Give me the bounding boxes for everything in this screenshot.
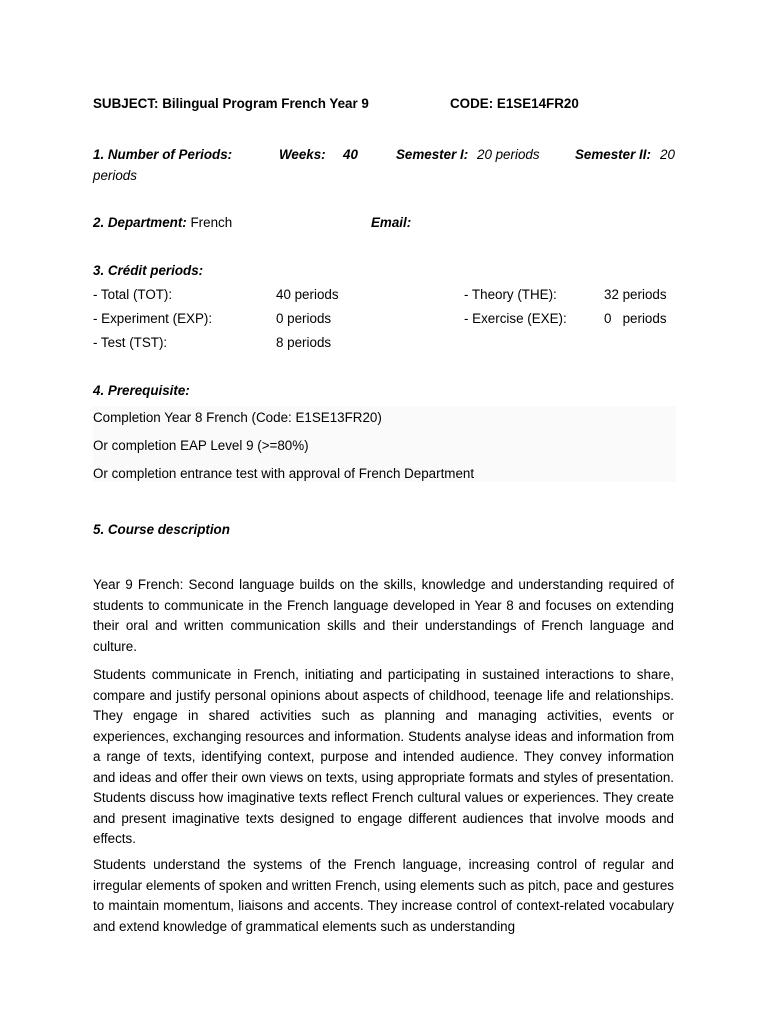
semester2-value: 20: [660, 147, 675, 162]
department-value: French: [190, 215, 233, 230]
prerequisite-line: Or completion EAP Level 9 (>=80%): [93, 438, 309, 453]
semester2-value-cont: periods: [93, 168, 137, 183]
credit-test-value: 8 periods: [276, 335, 332, 350]
course-paragraph: Year 9 French: Second language builds on the skills, knowledge and understanding required of students to communicate in the French language developed in Year 8 and focuses on extending their oral and written communication skills and their understandings of French language and culture.: [93, 577, 674, 654]
email-label: Email:: [371, 215, 412, 230]
credit-heading: 3. Crédit periods:: [93, 263, 204, 278]
code-value: E1SE14FR20: [496, 96, 579, 111]
prerequisite-heading: 4. Prerequisite:: [93, 383, 190, 398]
subject-label: SUBJECT:: [93, 96, 159, 111]
department-line: [93, 215, 232, 230]
credit-exercise-label: - Exercise (EXE):: [464, 311, 567, 326]
subject-value: Bilingual Program French Year 9: [162, 96, 369, 111]
code-label: CODE:: [450, 96, 494, 111]
semester1-label: Semester I:: [396, 147, 469, 162]
periods-label: 1. Number of Periods:: [93, 147, 233, 162]
credit-experiment-label: - Experiment (EXP):: [93, 311, 213, 326]
credit-test-label: - Test (TST):: [93, 335, 168, 350]
credit-experiment-value: 0 periods: [276, 311, 332, 326]
credit-total-value: 40 periods: [276, 287, 339, 302]
subject-line: [93, 96, 369, 111]
prerequisite-line: Or completion entrance test with approval of French Department: [93, 466, 475, 481]
credit-total-label: - Total (TOT):: [93, 287, 173, 302]
credit-theory-label: - Theory (THE):: [464, 287, 557, 302]
course-paragraph: Students communicate in French, initiating and participating in sustained interactions to share, compare and justify personal opinions about aspects of childhood, teenage life and relationships. They engage in shared activities such as planning and managing activities, events or experiences, exchanging resources and information. Students analyse ideas and information from a range of texts, identifying context, purpose and intended audience. They convey information and ideas and offer their own views on texts, using appropriate formats and styles of presentation. Students discuss how imaginative texts reflect French cultural values or experiences. They create and present imaginative texts designed to engage different audiences that involve moods and effects.: [93, 667, 674, 846]
credit-exercise-value: 0 periods: [604, 311, 667, 326]
course-paragraph: Students understand the systems of the French language, increasing control of regular and irregular elements of spoken and written French, using elements such as pitch, pace and gestures to maintain momentum, liaisons and accents. They increase control of context-related vocabulary and extend knowledge of grammatical elements such as understanding: [93, 857, 674, 934]
department-label: 2. Department:: [93, 215, 187, 230]
prerequisite-line: Completion Year 8 French (Code: E1SE13FR20): [93, 410, 382, 425]
semester2-label: Semester II:: [575, 147, 651, 162]
code-line: [450, 96, 579, 111]
weeks-value: 40: [343, 147, 358, 162]
weeks-label: Weeks:: [279, 147, 326, 162]
course-heading: 5. Course description: [93, 522, 230, 537]
credit-theory-value: 32 periods: [604, 287, 667, 302]
semester1-value: 20 periods: [477, 147, 540, 162]
document-page: [93, 0, 674, 1024]
